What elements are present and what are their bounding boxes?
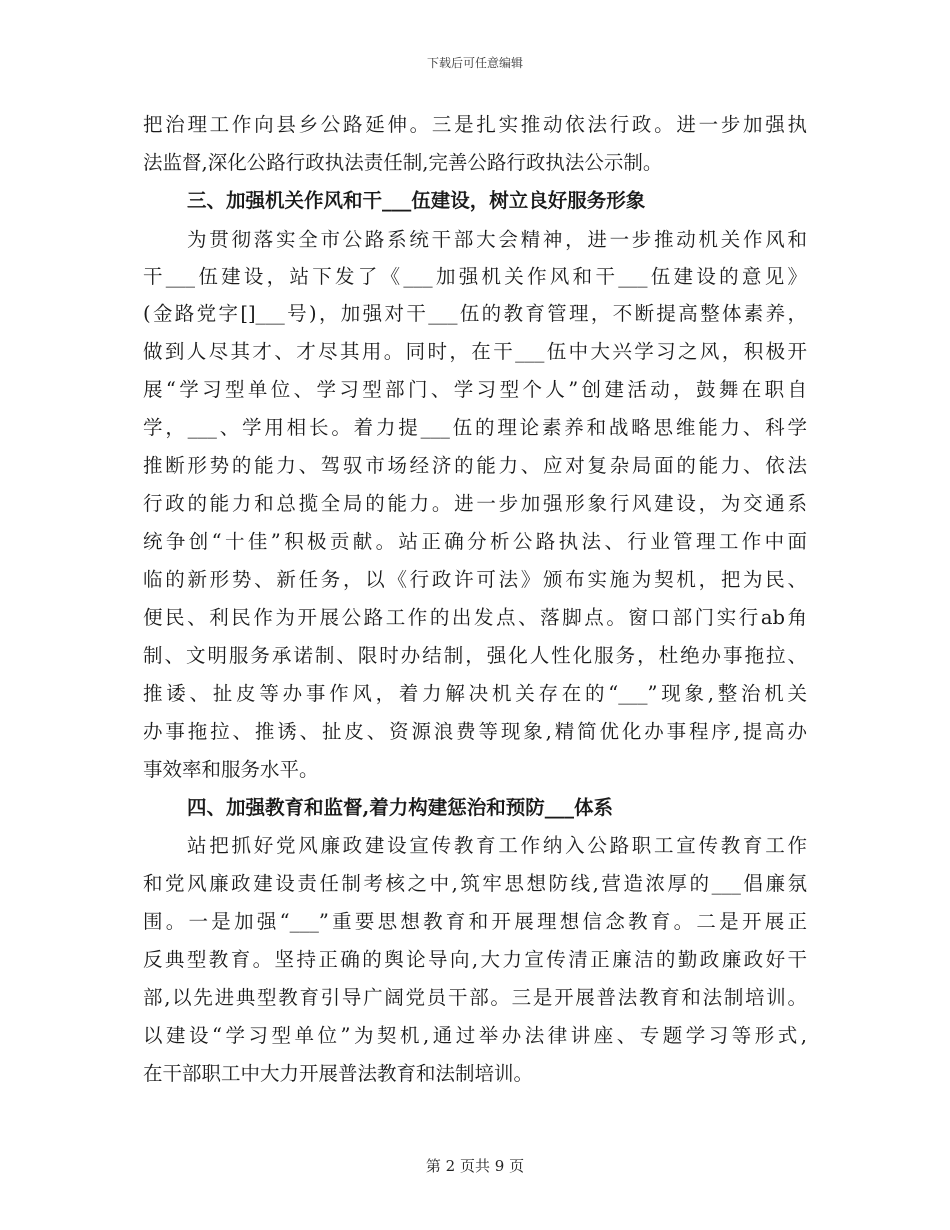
body-line: 统争创“十佳”积极贡献。站正确分析公路执法、行业管理工作中面 bbox=[143, 530, 807, 553]
body-line: 围。一是加强“___”重要思想教育和开展理想信念教育。二是开展正 bbox=[143, 910, 807, 933]
body-line: 反典型教育。坚持正确的舆论导向,大力宣传清正廉洁的勤政廉政好干 bbox=[143, 948, 807, 971]
body-line: 和党风廉政建设责任制考核之中,筑牢思想防线,营造浓厚的___倡廉氛 bbox=[143, 872, 807, 895]
body-line: 事效率和服务水平。 bbox=[143, 758, 319, 781]
body-line: 做到人尽其才、才尽其用。同时，在干___伍中大兴学习之风，积极开 bbox=[143, 340, 807, 363]
section-heading-3: 三、加强机关作风和干___伍建设，树立良好服务形象 bbox=[187, 189, 646, 212]
body-line: 把治理工作向县乡公路延伸。三是扎实推动依法行政。进一步加强执 bbox=[143, 113, 807, 136]
body-line: 干___伍建设，站下发了《___加强机关作风和干___伍建设的意见》 bbox=[143, 265, 807, 288]
body-line: 以建设“学习型单位”为契机,通过举办法律讲座、专题学习等形式, bbox=[143, 1024, 807, 1047]
body-line: 为贯彻落实全市公路系统干部大会精神，进一步推动机关作风和 bbox=[187, 228, 807, 251]
section-heading-4: 四、加强教育和监督,着力构建惩治和预防___体系 bbox=[187, 796, 614, 819]
body-line: 行政的能力和总揽全局的能力。进一步加强形象行风建设，为交通系 bbox=[143, 492, 807, 515]
body-line: 推断形势的能力、驾驭市场经济的能力、应对复杂局面的能力、依法 bbox=[143, 454, 807, 477]
body-line: (金路党字[]___号)，加强对干___伍的教育管理，不断提高整体素养， bbox=[143, 302, 807, 325]
body-line: 部,以先进典型教育引导广阔党员干部。三是开展普法教育和法制培训。 bbox=[143, 986, 807, 1009]
page-footer: 第 2 页共 9 页 bbox=[425, 1157, 525, 1175]
body-line: 在干部职工中大力开展普法教育和法制培训。 bbox=[143, 1062, 534, 1085]
body-line: 站把抓好党风廉政建设宣传教育工作纳入公路职工宣传教育工作 bbox=[187, 834, 807, 857]
body-line: 临的新形势、新任务，以《行政许可法》颁布实施为契机，把为民、 bbox=[143, 568, 807, 591]
body-line: 展“学习型单位、学习型部门、学习型个人”创建活动，鼓舞在职自 bbox=[143, 378, 807, 401]
body-line: 制、文明服务承诺制、限时办结制，强化人性化服务，杜绝办事拖拉、 bbox=[143, 644, 807, 667]
body-line: 学，___、学用相长。着力提___伍的理论素养和战略思维能力、科学 bbox=[143, 416, 807, 439]
body-line: 便民、利民作为开展公路工作的出发点、落脚点。窗口部门实行ab角 bbox=[143, 606, 807, 629]
body-line: 法监督,深化公路行政执法责任制,完善公路行政执法公示制。 bbox=[143, 151, 663, 174]
body-line: 办事拖拉、推诱、扯皮、资源浪费等现象,精简优化办事程序,提高办 bbox=[143, 720, 807, 743]
body-line: 推诿、扯皮等办事作风，着力解决机关存在的“___”现象,整治机关 bbox=[143, 682, 807, 705]
page-header: 下载后可任意编辑 bbox=[426, 56, 523, 70]
